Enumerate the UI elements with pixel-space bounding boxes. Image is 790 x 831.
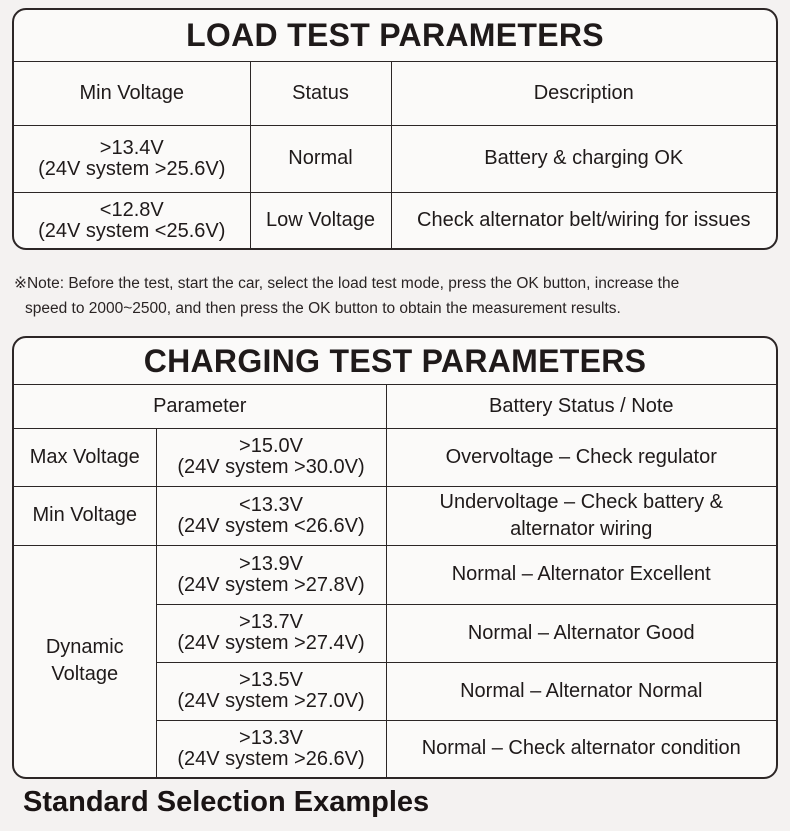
charging-test-title: CHARGING TEST PARAMETERS: [14, 338, 776, 385]
charging-test-table: [14, 385, 776, 778]
voltage-24v: (24V system <26.6V): [177, 514, 365, 537]
voltage-cell: [156, 545, 386, 604]
description-cell: Check alternator belt/wiring for issues: [391, 192, 776, 249]
voltage-12v: >13.7V: [239, 611, 303, 633]
header-min-voltage: Min Voltage: [14, 62, 250, 125]
status-cell: Normal: [250, 125, 391, 192]
description-cell: Battery & charging OK: [391, 125, 776, 192]
voltage-24v: (24V system >27.4V): [177, 632, 365, 654]
table-header-row: [14, 62, 776, 125]
voltage-cell: [156, 662, 386, 720]
voltage-24v: (24V system >25.6V): [38, 157, 226, 180]
voltage-cell: [156, 604, 386, 662]
header-battery-status: Battery Status / Note: [386, 385, 776, 428]
table-row: [14, 545, 776, 604]
load-test-table: [14, 62, 776, 249]
table-row: [14, 486, 776, 545]
parameter-label: [14, 545, 156, 777]
voltage-24v: (24V system >27.0V): [177, 690, 365, 712]
voltage-12v: >15.0V: [239, 435, 303, 457]
status-note-cell: [386, 486, 776, 545]
voltage-12v: >13.3V: [239, 726, 303, 749]
status-note-cell: Normal – Check alternator condition: [386, 720, 776, 777]
table-row: [14, 125, 776, 192]
voltage-cell: [14, 125, 250, 192]
status-note-cell: Overvoltage – Check regulator: [386, 428, 776, 486]
status-note-cell: Normal – Alternator Excellent: [386, 545, 776, 604]
status-note-cell: Normal – Alternator Good: [386, 604, 776, 662]
note-line-1: ※Note: Before the test, start the car, select the load test mode, press the OK button, increase the: [14, 275, 680, 292]
voltage-12v: >13.4V: [99, 136, 164, 159]
voltage-24v: (24V system >30.0V): [177, 456, 365, 478]
voltage-12v: <13.3V: [239, 493, 303, 516]
charging-test-panel: [12, 336, 778, 779]
parameter-label: Max Voltage: [14, 428, 156, 486]
voltage-12v: >13.9V: [239, 552, 303, 575]
parameter-label: Min Voltage: [14, 486, 156, 545]
voltage-cell: [156, 720, 386, 777]
label-line-2: Voltage: [51, 663, 119, 685]
header-parameter: Parameter: [14, 385, 386, 428]
voltage-12v: <12.8V: [99, 198, 164, 221]
test-note: [14, 271, 778, 321]
footer-heading: Standard Selection Examples: [23, 786, 430, 818]
header-description: Description: [391, 62, 776, 125]
voltage-24v: (24V system >27.8V): [177, 573, 365, 596]
table-header-row: [14, 385, 776, 428]
voltage-cell: [14, 192, 250, 249]
table-row: [14, 192, 776, 249]
load-test-title: LOAD TEST PARAMETERS: [14, 10, 776, 62]
voltage-24v: (24V system <25.6V): [38, 219, 226, 242]
status-cell: Low Voltage: [250, 192, 391, 249]
label-line-1: Dynamic: [45, 636, 124, 658]
voltage-24v: (24V system >26.6V): [177, 747, 365, 770]
note-line-2: alternator wiring: [510, 517, 653, 540]
load-test-panel: [12, 8, 778, 250]
note-line-1: Undervoltage – Check battery &: [439, 490, 723, 513]
header-status: Status: [250, 62, 391, 125]
note-line-2: speed to 2000~2500, and then press the OK button to obtain the measurement results.: [25, 300, 621, 317]
table-row: [14, 428, 776, 486]
voltage-cell: [156, 486, 386, 545]
voltage-12v: >13.5V: [239, 669, 303, 691]
status-note-cell: Normal – Alternator Normal: [386, 662, 776, 720]
voltage-cell: [156, 428, 386, 486]
